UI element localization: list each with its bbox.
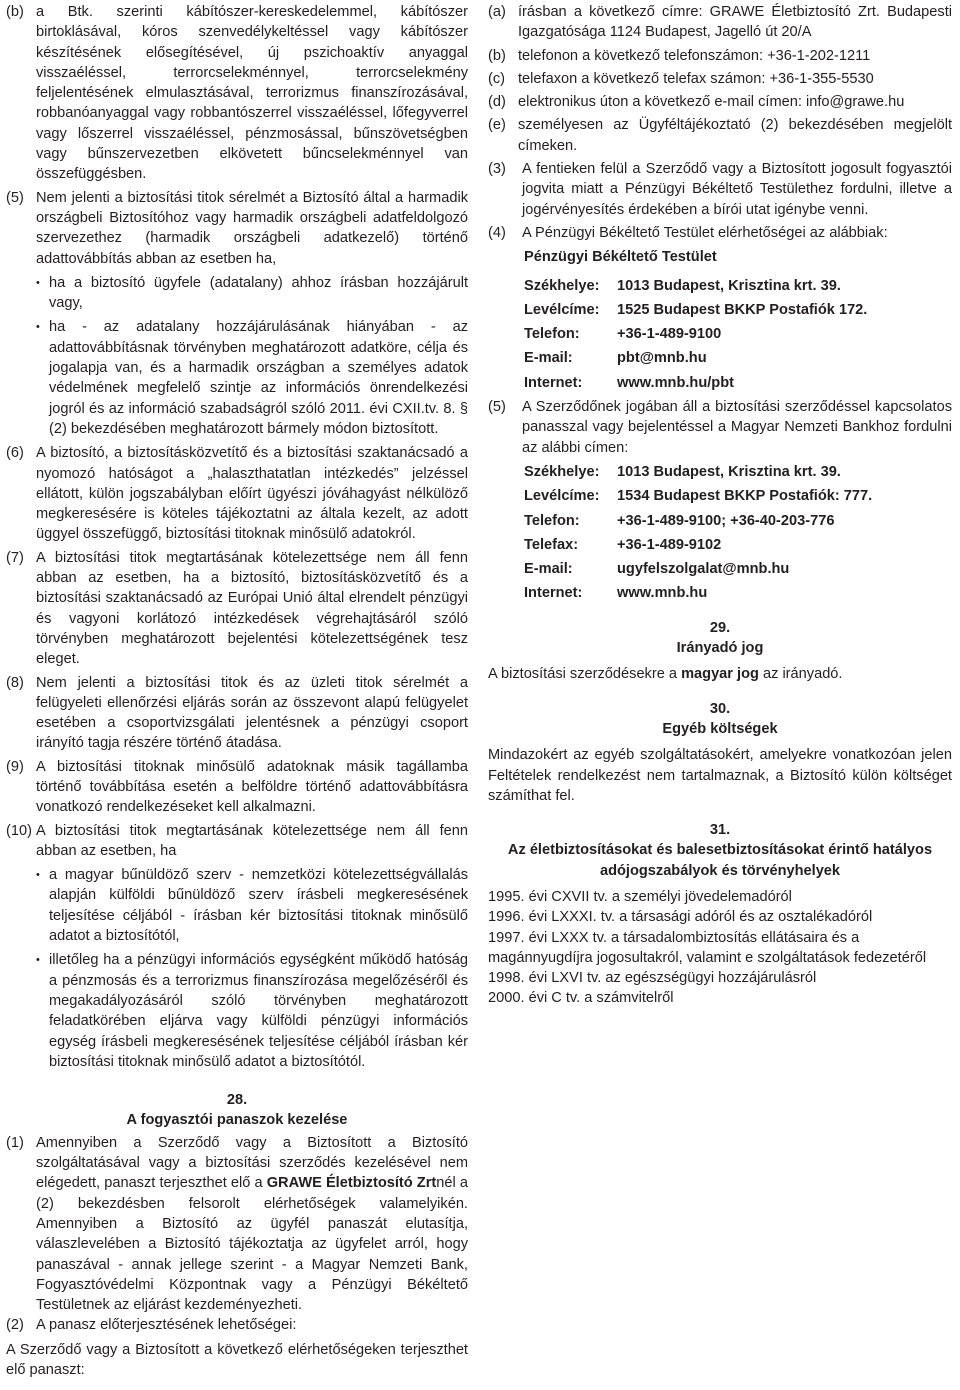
- paragraph-text: [6, 1315, 468, 1380]
- option-text: személyesen az Ügyféltájékoztató (2) bekezdésében megjelölt címeken.: [518, 117, 952, 154]
- paragraph-intro: A panasz előterjesztésének lehetőségei:: [36, 1317, 297, 1334]
- option-label: (a): [488, 4, 506, 20]
- governing-law: magyar jog: [681, 666, 759, 683]
- contact-value: pbt@mnb.hu: [617, 350, 707, 367]
- option-text: írásban a következő címre: GRAWE Életbiztosító Zrt. Budapesti Igazgatósága 1124 Budapest, Jagelló út 20/A: [518, 4, 952, 41]
- contact-label: Telefon:: [524, 326, 580, 343]
- paragraph-label: (7): [6, 549, 24, 566]
- option-label: (d): [488, 94, 506, 111]
- section-title: Irányadó jog: [676, 640, 764, 657]
- option-label: (c): [488, 70, 506, 87]
- option-d: [488, 92, 952, 112]
- paragraph-label: (2): [6, 1317, 24, 1334]
- law-item: 2000. évi C tv. a számvitelről: [488, 990, 674, 1007]
- bullet-text: ha a biztosító ügyfele (adatalany) ahhoz írásban hozzájárult vagy,: [49, 274, 468, 312]
- contact-value: +36-1-489-9100; +36-40-203-776: [617, 512, 835, 529]
- contact-value: 1013 Budapest, Krisztina krt. 39.: [617, 277, 841, 294]
- clause-label: (b): [6, 4, 24, 20]
- paragraph-label: (6): [6, 445, 24, 462]
- contact-value: www.mnb.hu: [617, 585, 708, 602]
- paragraph-text: A fentieken felül a Szerződő vagy a Biztosított jogosult fogyasztói jogvita miatt a Pénzügyi Békéltető Testülethez fordulni, illetve a jogérvényesítés érdekében a bírói utat igénybe venni.: [522, 161, 952, 218]
- contact-row: [524, 511, 952, 531]
- bullet-item: [36, 950, 468, 1072]
- contact-label: Levélcíme:: [524, 301, 600, 318]
- complaint-paragraph-5: [488, 397, 952, 458]
- option-b: [488, 46, 952, 66]
- contact-row: [524, 462, 952, 482]
- paragraph-text: A biztosító, a biztosításközvetítő és a biztosítási szaktanácsadó a nyomozó hatóságot a „halaszthatatlan intézkedés” jelzéssel ellátott, külön jogszabályban előírt ügyészi jóváhagyást nélkülöző megkeresésére is köteles tájékoztatni az általa kezelt, az adott üggyel összefüggő, biztosítási titoknak minősülő adatokról.: [36, 445, 468, 543]
- paragraph-text: A Szerződőnek jogában áll a biztosítási szerződéssel kapcsolatos panasszal vagy bejelentéssel a Magyar Nemzeti Bankhoz fordulni az alábbi címen:: [522, 399, 952, 456]
- contact-row: [524, 276, 952, 296]
- contact-row: [524, 373, 952, 393]
- bullet-item: [36, 317, 468, 439]
- section-number: 28.: [226, 1092, 248, 1109]
- contact-label: Székhelye:: [524, 463, 600, 480]
- option-a: [488, 2, 952, 43]
- complaint-paragraph-2: [6, 1315, 468, 1380]
- option-e: [488, 115, 952, 156]
- contact-row: [524, 559, 952, 579]
- contact-row: [524, 348, 952, 368]
- contact-value: 1013 Budapest, Krisztina krt. 39.: [617, 463, 841, 480]
- section-30-text: Mindazokért az egyéb szolgáltatásokért, amelyekre vonatkozóan jelen Feltételek rendelkezést nem tartalmaznak, a Biztosító külön költséget számíthat fel.: [488, 747, 952, 804]
- paragraph-text: Nem jelenti a biztosítási titok és az üzleti titok sérelmét a felügyeleti ellenőrzési eljárás során az összevont alapú felügyelet esetében a csoportvizsgálati jelentésnek a pénzügyi csoport irányító tagja részére történő átadása.: [36, 674, 468, 752]
- pbt-contact-block: [524, 247, 952, 393]
- text-part: az irányadó.: [758, 666, 843, 683]
- contact-row: [524, 324, 952, 344]
- paragraph-label: (5): [488, 399, 506, 416]
- bullet-icon: •: [36, 869, 40, 882]
- section-31-heading: [488, 820, 952, 881]
- paragraph-9: [6, 757, 468, 818]
- paragraph-label: (3): [488, 161, 506, 178]
- section-28-heading: [6, 1090, 468, 1131]
- clause-text: a Btk. szerinti kábítószer-kereskedelemmel, kábítószer birtoklásával, kóros szenvedélykeltéssel vagy kábítószer készítésének elősegítésével, új pszichoaktív anyaggal visszaéléssel, terrorcselekménnyel, terrorcselekmény feljelentésének elmulasztásával, terrorizmus finanszírozásával, robbanóanyaggal vagy robbantószerrel visszaéléssel, lőfegyverrel vagy lőszerrel visszaéléssel, pénzmosással, bűnszövetségben vagy bűnszervezetben elkövetett bűncselekménnyel van összefüggésben.: [36, 4, 468, 183]
- law-item: 1995. évi CXVII tv. a személyi jövedelemadóról: [488, 888, 792, 905]
- law-item: 1997. évi LXXX tv. a társadalombiztosítás ellátásaira és a magánnyugdíjra jogosultakról, valamint e szolgáltatások fedezetéről: [488, 929, 927, 966]
- bullet-icon: •: [36, 321, 40, 334]
- contact-row: [524, 583, 952, 603]
- paragraph-6: [6, 443, 468, 544]
- contact-value: +36-1-489-9102: [617, 536, 722, 553]
- law-list: [488, 887, 952, 1009]
- contact-label: Internet:: [524, 585, 583, 602]
- paragraph-10: [6, 821, 468, 862]
- contact-row: [524, 486, 952, 506]
- option-text: telefaxon a következő telefax számon: +36-1-355-5530: [518, 70, 874, 87]
- paragraph-text: Nem jelenti a biztosítási titok sérelmét a Biztosító által a harmadik országbeli Biztosítóhoz vagy harmadik országbeli adatfeldolgozó szervezethez (harmadik országbeli adatkezelő) történő adattovábbítás abban az esetben ha,: [36, 189, 468, 267]
- contact-label: Internet:: [524, 374, 583, 391]
- complaint-paragraph-1: [6, 1133, 468, 1316]
- paragraph-5: [6, 188, 468, 269]
- paragraph-7: [6, 548, 468, 670]
- contact-label: Székhelye:: [524, 277, 600, 294]
- company-name: GRAWE Életbiztosító Zrt: [266, 1175, 437, 1192]
- paragraph-text: A Pénzügyi Békéltető Testület elérhetőségei az alábbiak:: [522, 224, 888, 241]
- law-item: 1998. évi LXVI tv. az egészségügyi hozzájárulásról: [488, 970, 817, 987]
- bullet-item: [36, 273, 468, 314]
- contact-value: 1534 Budapest BKKP Postafiók: 777.: [617, 488, 873, 505]
- section-number: 30.: [709, 700, 731, 717]
- section-title: Az életbiztosításokat és balesetbiztosításokat érintő hatályos adójogszabályok és törvényhelyek: [507, 842, 933, 879]
- paragraph-text: A biztosítási titoknak minősülő adatoknak másik tagállamba történő továbbítása esetén a belföldre történő adattovábbításra vonatkozó rendelkezéseket kell alkalmazni.: [36, 758, 468, 816]
- contact-label: E-mail:: [524, 561, 573, 578]
- right-column: [488, 2, 952, 1009]
- option-text: elektronikus úton a következő e-mail címen: info@grawe.hu: [518, 94, 905, 111]
- bullet-text: illetőleg ha a pénzügyi információs egységként működő hatóság a pénzmosás és a terrorizmus finanszírozása megelőzéséről és megakadályozásáról szóló törvényben meghatározott feladatkörében eljárva vagy külföldi pénzügyi információs egység írásbeli megkeresésének teljesítése céljából írásban kér biztosítási titoknak minősülő adatot a biztosítótól.: [49, 952, 468, 1070]
- paragraph-text: A biztosítási titok megtartásának kötelezettsége nem áll fenn abban az esetben, ha a biztosító, biztosításközvetítő és a biztosítási szaktanácsadó az Európai Unió által elrendelt pénzügyi és vagyoni korlátozó intézkedések végrehajtásáról szóló törvényben meghatározott bejelentési kötelezettségének tesz eleget.: [36, 549, 468, 668]
- section-30-heading: [488, 699, 952, 740]
- contact-value: www.mnb.hu/pbt: [617, 374, 734, 391]
- section-title: Egyéb költségek: [662, 720, 778, 737]
- option-c: [488, 69, 952, 89]
- bullet-item: [36, 865, 468, 946]
- paragraph-continuation: A Szerződő vagy a Biztosított a következő elérhetőségeken terjeszthet elő panaszt:: [6, 1341, 468, 1378]
- paragraph-label: (5): [6, 189, 24, 206]
- contact-value: 1525 Budapest BKKP Postafiók 172.: [617, 301, 868, 318]
- bullet-text: a magyar bűnüldöző szerv - nemzetközi kötelezettségvállalás alapján külföldi bűnüldöző szerv írásbeli megkeresésének teljesítése céljából - írásban kér biztosítási titoknak minősülő adatot a biztosítótól,: [49, 867, 468, 945]
- section-29-text: [488, 664, 952, 684]
- option-text: telefonon a következő telefonszámon: +36-1-202-1211: [518, 47, 871, 64]
- text-part: Amennyiben a Szerződő vagy a Biztosított a Biztosító szolgáltatásával vagy a biztosítási szerződés kezelésével nem elégedett, panaszt terjeszthet elő a: [36, 1134, 468, 1192]
- section-title: A fogyasztói panaszok kezelése: [126, 1112, 348, 1129]
- text-part: nél a (2) bekezdésben felsorolt elérhetőségek valamelyikén. Amennyiben a Biztosító az ügyfél panaszát elutasítja, válaszlevelében a Biztosító tájékoztatja az ügyfelet arról, hogy panaszával - annak jellege szerint - a Magyar Nemzeti Bank, Fogyasztóvédelmi Központnak vagy a Pénzügyi Békéltető Testületnek az eljárást kezdeményezheti.: [36, 1175, 468, 1314]
- contact-row: [524, 535, 952, 555]
- mnb-contact-block: [524, 462, 952, 604]
- contact-label: E-mail:: [524, 350, 573, 367]
- paragraph-label: (9): [6, 758, 24, 775]
- paragraph-label: (10): [6, 822, 32, 839]
- paragraph-text: [36, 1133, 468, 1316]
- section-29-heading: [488, 618, 952, 659]
- paragraph-text: A biztosítási titok megtartásának kötelezettsége nem áll fenn abban az esetben, ha: [36, 822, 468, 859]
- clause-b: [6, 2, 468, 185]
- left-column: [6, 2, 468, 1380]
- paragraph-label: (1): [6, 1134, 24, 1151]
- paragraph-8: [6, 673, 468, 754]
- section-number: 31.: [709, 822, 731, 839]
- paragraph-label: (4): [488, 224, 506, 241]
- text-part: A biztosítási szerződésekre a: [488, 666, 682, 683]
- law-item: 1996. évi LXXXI. tv. a társasági adóról és az osztalékadóról: [488, 909, 873, 926]
- contact-label: Telefon:: [524, 512, 580, 529]
- contact-value: ugyfelszolgalat@mnb.hu: [617, 561, 790, 578]
- paragraph-label: (8): [6, 674, 24, 691]
- contact-value: +36-1-489-9100: [617, 326, 722, 343]
- bullet-icon: •: [36, 276, 40, 289]
- bullet-text: ha - az adatalany hozzájárulásának hiányában - az adattovábbításnak törvényben meghatározott adatköre, célja és jogalapja van, és a harmadik országban a személyes adatok védelmének megfelelő szintje az információs önrendelkezési jogról és az információ szabadságról szóló 2011. évi CXII.tv. 8. § (2) bekezdésében meghatározott bármely módon biztosított.: [49, 319, 468, 437]
- contact-row: [524, 300, 952, 320]
- option-label: (b): [488, 47, 506, 64]
- bullet-icon: •: [36, 954, 40, 967]
- contact-label: Telefax:: [524, 536, 579, 553]
- pbt-org-name: Pénzügyi Békéltető Testület: [524, 249, 717, 266]
- contact-label: Levélcíme:: [524, 488, 600, 505]
- complaint-paragraph-4: [488, 223, 952, 243]
- section-number: 29.: [709, 619, 731, 636]
- option-label: (e): [488, 117, 506, 134]
- complaint-paragraph-3: [488, 159, 952, 220]
